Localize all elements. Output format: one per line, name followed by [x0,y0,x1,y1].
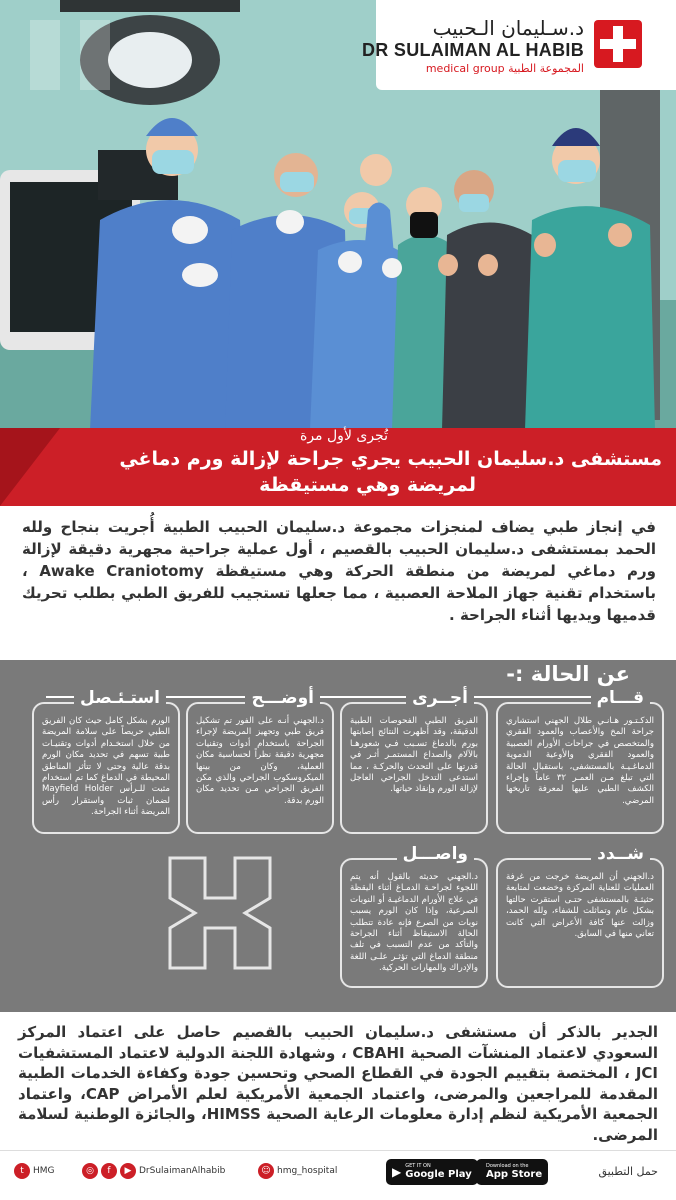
brand-subtitle-en: medical group [425,62,505,75]
brand-cross-icon [594,20,642,68]
case-card-body: الدكـتـور هـانـي طلال الجهني استشاري جراحة المخ والأعصاب والعمود الفقري والمتخصص في جراحات الأورام العصبية والعمود الفقري والأوعية الدموية الدماغـيـة بالمستشفى، باستقبال الحالة التي تبلغ مـن العمـر ٣٢ عاماً وإجراء الكشف الطبي عليها لمعرفة تاريخها المرضي. [506,716,654,806]
headline-banner [0,428,676,506]
facebook-icon: f [101,1163,117,1179]
snapchat-icon: ☺ [258,1163,274,1179]
case-title: عن الحالة :- [506,662,630,686]
case-card-title: شــدد [591,844,650,864]
case-card-title: أجــرى [406,688,474,708]
get-app-label: حمل التطبيق [598,1165,658,1178]
instagram-icon: ◎ [82,1163,98,1179]
case-card [186,688,334,834]
case-card-body: الورم بشكل كامل حيث كان الفريق الطبي حريصاً على سلامة المريضة من خلال استخـدام أدوات وتقنيـات طبية تسهم في تحديد مكان الورم بدقة عالية وحتى لا تتأثر المناطق المحيطة في الدماغ كما تم استخدام مثبت للـرأس Mayfield Holder لضمان ثبات واستقرار رأس المريضة أثناء الجراحة. [42,716,170,818]
case-card [496,688,664,834]
case-card-body: د.الجهني حديثه بالقول أنه يتم اللجوء لجراحـة الدمـاغ أثناء اليقظة في علاج الأورام الدماغيـة أو النوبات الصرعية، وإذا كان الورم يسبب نوبات من الصرع فإنه عادة تتطلب الحالة الاستيقاظ أثناء الجراحة والتأكد من عدم التسبب في تلف منطقة الدماغ التي تؤثـر علـى اللغة والإدراك والمهارات الحركية. [350,872,478,974]
brand-logo [362,0,676,90]
google-play-name: Google Play [405,1169,472,1180]
app-store-top: Download on the [486,1163,529,1169]
twitter-link[interactable] [14,1163,55,1179]
case-card [340,844,488,988]
accreditation-paragraph: الجدير بالذكر أن مستشفى د.سليمان الحبيب بالقصيم حاصل على اعتماد المركز السعودي لاعتماد المنشآت الصحية CBAHI ، وشهادة اللجنة الدولية لاعتماد المستشفيات JCI ، المختصة بتقييم الجودة في القطاع الصحي وتحسين جودة وكفاءة الخدمات الطبية المقدمة للمراجعين والمرضى، واعتماد الجمعية الأمريكية لعلم الأمراض CAP، واعتماد الجمعية الأمريكية لنظم إدارة معلومات الرعاية الصحية HIMSS، والجائزة الوطنية لسلامة المرضى. [18,1023,658,1144]
brand-subtitle-ar: المجموعة الطبية [508,62,584,75]
banner-fold [0,428,60,506]
app-store-name: App Store [486,1169,543,1180]
case-card-title: أوضـــح [245,688,320,708]
headline-kicker: تُجرى لأول مرة [300,428,388,444]
case-card [496,844,664,988]
brand-name-english: DR SULAIMAN AL HABIB [362,40,584,60]
headline-line-2: لمريضة وهي مستيقظة [259,474,476,496]
snapchat-link[interactable] [258,1163,337,1179]
snapchat-handle: hmg_hospital [277,1166,338,1176]
social-links[interactable] [82,1163,225,1179]
google-play-badge[interactable] [386,1159,478,1185]
case-card-title: واصـــل [397,844,474,864]
case-card-body: د.الجهني أنـه على الفور تم تشكيل فريق طبي وتجهيز المريضة لإجراء الجراحة باستخدام أدوات وتقنيات مجهرية دقيقة نظراً لحساسية مكان العملية، وكان من بينها الميكروسكوب الجراحي والذي مكن الفريق الجراحي مـن تحديد مكان الورم بدقة. [196,716,324,806]
twitter-icon: t [14,1163,30,1179]
brand-name-arabic: د.سـليمان الـحبيب [432,16,584,40]
case-card [32,688,180,834]
twitter-handle: HMG [33,1166,55,1176]
hero-photo [0,0,676,430]
youtube-icon: ▶ [120,1163,136,1179]
headline-line-1: مستشفى د.سليمان الحبيب يجري جراحة لإزالة ورم دماغي [119,448,662,470]
footer-bar [0,1150,676,1200]
social-handle: DrSulaimanAlhabib [139,1166,226,1176]
case-card-title: قـــام [591,688,650,708]
case-card [340,688,488,834]
watermark-cross-icon [160,848,280,978]
google-play-icon: ▶ [392,1165,402,1179]
app-store-badge[interactable] [476,1159,548,1185]
case-card-body: الفريق الطبي الفحوصات الطبية الدقيقة، وقد أظهرت النتائج إصابتها بورم بالدماغ تسـبب فـي شعورهـا بالآلام والصداع المستمـر أثـر في قدرتها على التحدث والحركـة ، مما استدعى التدخل الجراحي العاجل لإزالة الورم وإنقاذ حياتها. [350,716,478,795]
brand-subtitle [426,62,584,75]
intro-paragraph: في إنجاز طبي يضاف لمنجزات مجموعة د.سليمان الحبيب الطبية أُجريت بنجاح ولله الحمد بمستشفى د.سليمان الحبيب بالقصيم ، أول عملية جراحية مجهرية دقيقة لإزالة ورم دماغي لمريضة من منطقة الحركة وهي مستيقظة Awake Craniotomy ، باستخدام تقنية جهاز الملاحة العصبية ، مما جعلها تستجيب للفريق الطبي بطلب تحريك قدميها ويديها أثناء الجراحة . [22,518,657,624]
case-card-title: استـئـصل [74,688,166,708]
case-card-body: د.الجهني أن المريضة خرجت من غرفة العمليات للعناية المركزة وخضعت لمتابعة حثيثـة بالمستشفى حتـى استقرت حالتها بشكل عام وتماثلت للشفاء، ولله الحمد، وزالت عنها كافة الأعراض التي كانت تعاني منها في السابق. [506,872,654,940]
google-play-top: GET IT ON [405,1163,431,1169]
